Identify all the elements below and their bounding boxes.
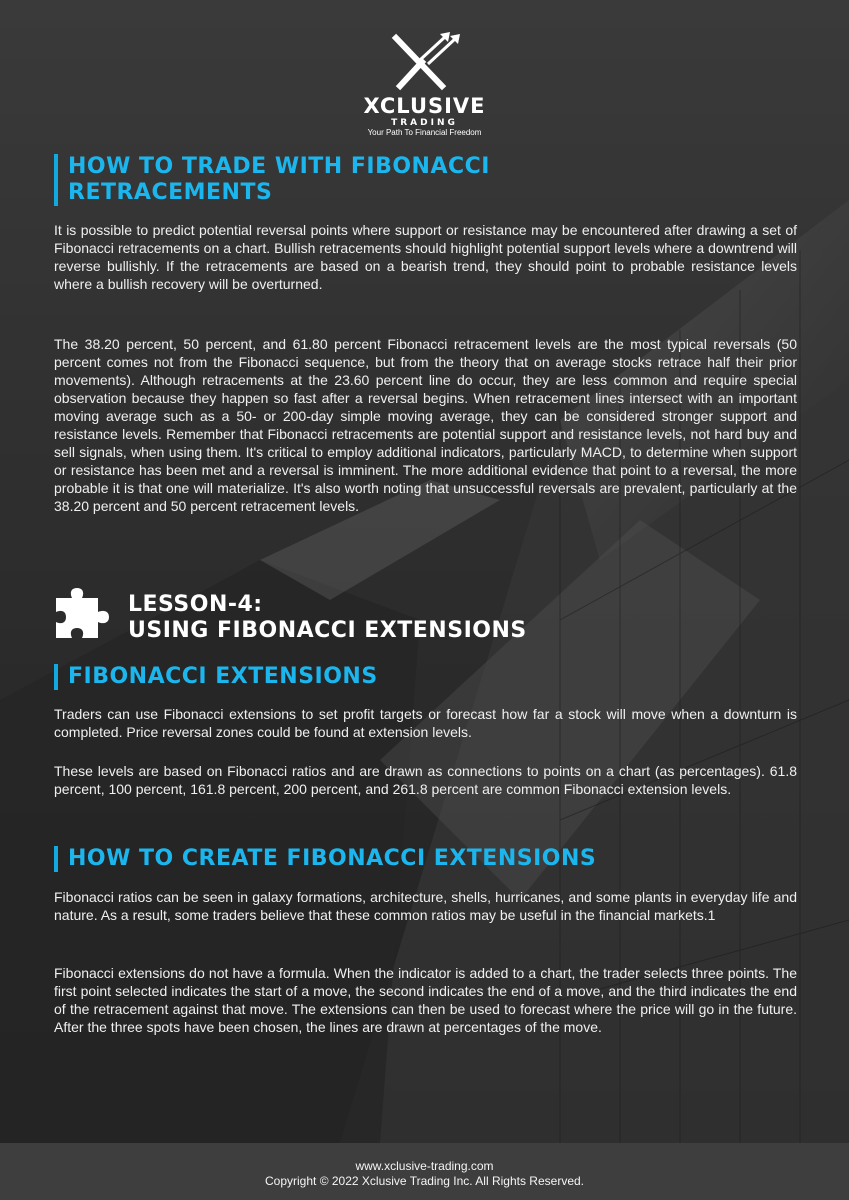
paragraph: It is possible to predict potential reversal points where support or resistance may be encountered after drawing a set of Fibonacci retracements on a chart. Bullish retracements should highlight potential support levels where a downtrend will reverse bullishly. If the retracements are based on a bearish trend, they should point to probable resistance levels where a bullish recovery will be overturned. — [54, 222, 797, 292]
lesson-number: LESSON-4: — [128, 592, 263, 617]
section-heading-extensions — [54, 664, 378, 690]
heading-line: HOW TO TRADE WITH FIBONACCI — [68, 154, 490, 179]
page-footer — [0, 1143, 849, 1200]
puzzle-piece-icon — [52, 584, 114, 642]
xclusive-logo-icon — [380, 30, 470, 92]
footer-url: www.xclusive-trading.com — [355, 1159, 494, 1173]
heading-line: FIBONACCI EXTENSIONS — [68, 664, 378, 689]
paragraph: Fibonacci extensions do not have a formula. When the indicator is added to a chart, the trader selects three points. The first point selected indicates the start of a move, the second indicates the end of a move, and the third indicates the end of the retracement against that move. The extensions can then be used to forecast where the price will go in the future. After the three spots have been chosen, the lines are drawn at percentages of the move. — [54, 965, 797, 1035]
brand-tagline: Your Path To Financial Freedom — [367, 128, 482, 137]
lesson-title — [128, 592, 527, 644]
section-heading-retracements — [54, 154, 490, 206]
heading-line: HOW TO CREATE FIBONACCI EXTENSIONS — [68, 846, 597, 871]
footer-copyright: Copyright © 2022 Xclusive Trading Inc. All Rights Reserved. — [265, 1174, 584, 1188]
lesson-name: USING FIBONACCI EXTENSIONS — [128, 618, 527, 643]
paragraph: These levels are based on Fibonacci ratios and are drawn as connections to points on a chart (as percentages). 61.8 percent, 100 percent, 161.8 percent, 200 percent, and 261.8 percent are common Fibonacci extension levels. — [54, 763, 797, 797]
heading-line: RETRACEMENTS — [68, 180, 273, 205]
section-heading-create-extensions — [54, 846, 596, 872]
brand-logo — [0, 30, 849, 138]
brand-name: XCLUSIVE — [363, 94, 486, 118]
paragraph: The 38.20 percent, 50 percent, and 61.80 percent Fibonacci retracement levels are the most typical reversals (50 percent comes not from the Fibonacci sequence, but from the theory that on average stocks retrace half their prior movements). Although retracements at the 23.60 percent line do occur, they are less common and require special observation because they happen so fast after a reversal begins. When retracement lines intersect with an important moving average such as a 50- or 200-day simple moving average, they can be considered stronger support and resistance levels. Remember that Fibonacci retracements are potential support and resistance levels, not hard buy and sell signals, when using them. It's critical to employ additional indicators, particularly MACD, to determine when support or resistance has been met and a reversal is imminent. The more additional evidence that point to a reversal, the more probable it is that one will materialize. It's also worth noting that unsuccessful reversals are prevalent, particularly at the 38.20 percent and 50 percent retracement levels. — [54, 336, 797, 514]
brand-sub: TRADING — [391, 118, 458, 128]
paragraph: Fibonacci ratios can be seen in galaxy formations, architecture, shells, hurricanes, and some plants in everyday life and nature. As a result, some traders believe that these common ratios may be useful in the financial markets.1 — [54, 889, 797, 923]
paragraph: Traders can use Fibonacci extensions to set profit targets or forecast how far a stock will move when a downturn is completed. Price reversal zones could be found at extension levels. — [54, 706, 797, 740]
